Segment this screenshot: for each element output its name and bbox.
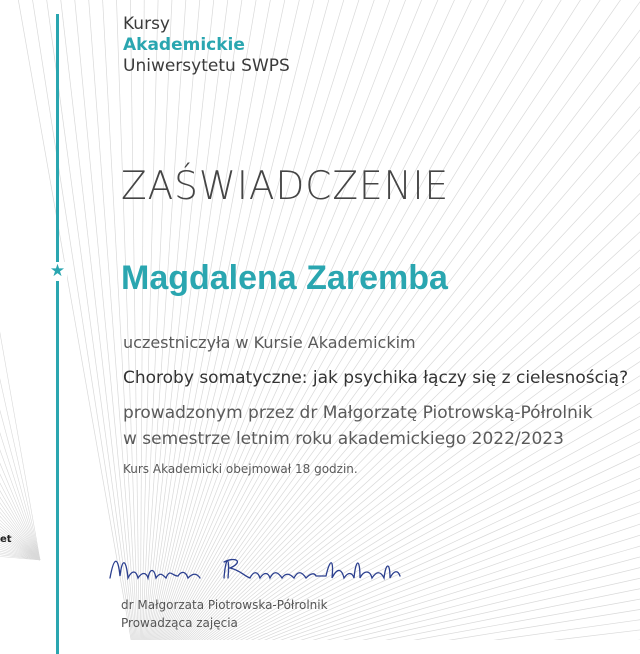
background-ray <box>140 0 640 640</box>
background-ray <box>0 0 40 560</box>
background-ray <box>140 0 640 640</box>
background-ray <box>75 0 140 640</box>
handwritten-signature <box>104 548 414 596</box>
signer-role: Prowadząca zajęcia <box>121 616 238 630</box>
background-ray <box>0 110 40 560</box>
background-ray <box>140 0 640 640</box>
background-ray <box>0 0 40 560</box>
course-hours-text: Kurs Akademicki obejmował 18 godzin. <box>123 462 358 476</box>
background-ray <box>140 0 640 640</box>
background-ray <box>140 0 640 640</box>
background-ray <box>140 0 640 640</box>
background-ray <box>140 0 640 640</box>
background-ray <box>0 180 40 560</box>
background-ray <box>0 0 40 560</box>
background-ray <box>140 0 640 640</box>
background-ray <box>140 0 640 640</box>
institution-logo <box>123 14 290 77</box>
accent-vertical-line <box>56 14 59 654</box>
background-ray <box>140 0 410 640</box>
background-ray <box>140 0 526 640</box>
star-icon: ★ <box>49 261 66 281</box>
recipient-name: Magdalena Zaremba <box>121 259 448 297</box>
background-ray <box>140 0 593 640</box>
background-ray <box>0 365 40 560</box>
background-ray <box>140 0 640 640</box>
logo-line-2: Akademickie <box>123 35 245 55</box>
background-ray <box>140 0 640 640</box>
background-ray <box>0 0 40 560</box>
background-ray <box>0 0 40 560</box>
background-ray <box>140 0 640 640</box>
background-ray <box>0 0 40 560</box>
background-ray <box>140 0 640 640</box>
background-ray <box>0 0 40 560</box>
background-ray <box>0 0 40 560</box>
background-ray <box>140 0 640 640</box>
certificate-title: ZAŚWIADCZENIE <box>121 164 450 209</box>
participation-text: uczestniczyła w Kursie Akademickim <box>123 333 416 352</box>
background-ray <box>0 0 40 560</box>
background-ray <box>0 0 40 560</box>
background-ray <box>140 0 640 640</box>
background-ray <box>0 0 40 560</box>
background-ray <box>140 0 640 640</box>
semester-text: w semestrze letnim roku akademickiego 2022/2023 <box>123 429 564 449</box>
background-ray <box>140 0 640 640</box>
background-ray <box>123 0 140 640</box>
logo-line-1: Kursy <box>123 14 170 34</box>
background-ray <box>140 0 339 640</box>
background-ray <box>140 0 640 640</box>
logo-line-3: Uniwersytetu SWPS <box>123 56 290 76</box>
course-title: Choroby somatyczne: jak psychika łączy się z cielesnością? <box>123 368 629 388</box>
background-ray <box>140 0 315 640</box>
background-ray <box>0 144 40 560</box>
background-ray <box>0 0 40 560</box>
background-ray <box>0 0 40 560</box>
background-ray <box>0 216 40 560</box>
background-ray <box>140 0 640 640</box>
signer-name: dr Małgorzata Piotrowska-Półrolnik <box>121 598 328 612</box>
background-ray <box>140 0 638 640</box>
background-ray <box>140 0 640 640</box>
background-ray <box>0 0 40 560</box>
background-ray <box>0 0 40 560</box>
background-ray <box>140 0 640 640</box>
background-ray <box>0 0 40 560</box>
cut-off-edge-text: et <box>0 534 12 545</box>
background-ray <box>140 0 291 640</box>
background-ray <box>140 0 640 640</box>
background-ray <box>140 0 640 640</box>
background-ray <box>0 0 40 560</box>
background-ray <box>140 0 640 640</box>
instructor-text: prowadzonym przez dr Małgorzatę Piotrowską-Półrolnik <box>123 403 593 423</box>
background-ray <box>140 0 640 640</box>
background-ray <box>0 44 40 560</box>
background-ray <box>140 0 640 640</box>
background-ray <box>51 0 140 640</box>
background-ray <box>140 0 480 640</box>
background-ray <box>140 0 268 640</box>
